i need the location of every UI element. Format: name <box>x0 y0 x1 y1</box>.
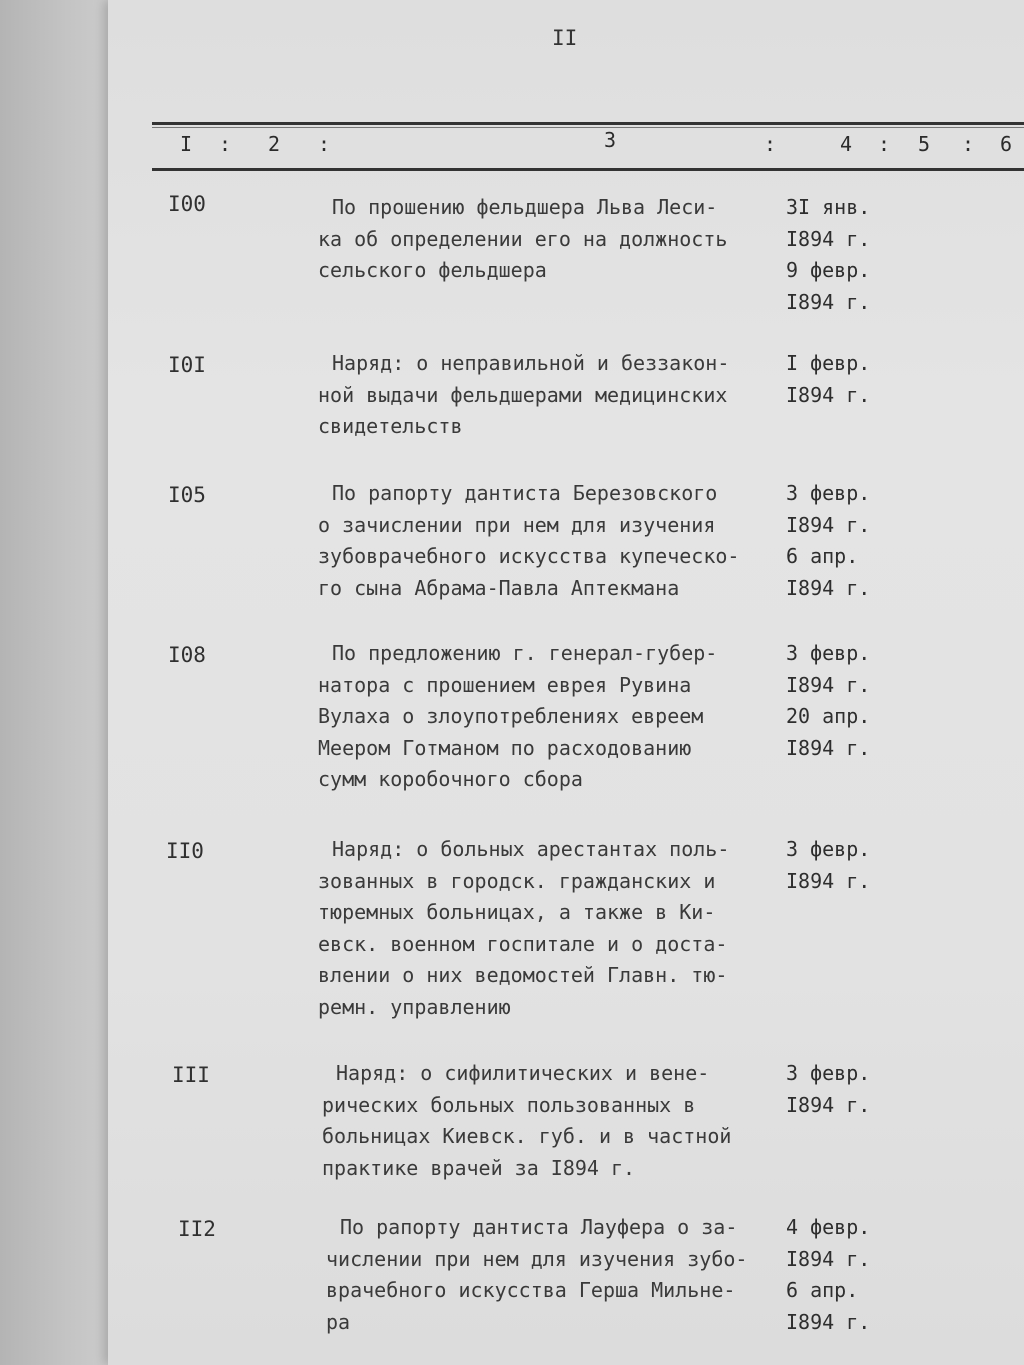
date-line: I894 г. <box>786 382 871 407</box>
description-line: По рапорту дантиста Лауфера о за- <box>340 1215 738 1239</box>
description-line: практике врачей за I894 г. <box>322 1155 636 1180</box>
entry-number: II0 <box>166 839 204 863</box>
description-line: ка об определении его на должность <box>318 226 728 251</box>
entry-number: II2 <box>178 1217 216 1241</box>
date-line: I894 г. <box>786 1246 871 1271</box>
description-line: больницах Киевск. губ. и в частной <box>322 1124 732 1148</box>
entry-dates <box>786 192 896 318</box>
entry-description <box>322 1058 782 1184</box>
header-separator: : <box>962 132 975 156</box>
page-number: II <box>552 26 578 50</box>
entry-dates <box>786 834 896 897</box>
description-line: ра <box>326 1309 351 1334</box>
description-line: го сына Абрама-Павла Аптекмана <box>318 575 680 600</box>
entry-description <box>318 478 778 604</box>
description-line: о зачислении при нем для изучения <box>318 512 716 537</box>
date-line: I894 г. <box>786 868 871 893</box>
entry-description <box>318 192 778 287</box>
header-separator: : <box>318 132 331 156</box>
date-line: 9 февр. <box>786 258 871 282</box>
date-line: I февр. <box>786 351 871 375</box>
description-line: евск. военном госпитале и о доста- <box>318 931 728 956</box>
description-line: По прошению фельдшера Льва Леси- <box>332 195 718 219</box>
date-line: 3I янв. <box>786 195 871 219</box>
description-line: тюремных больницах, а также в Ки- <box>318 900 716 924</box>
description-line: Наряд: о сифилитических и вене- <box>336 1061 710 1085</box>
header-top-rule-thin <box>152 127 1024 128</box>
entry-dates <box>786 638 896 764</box>
description-line: натора с прошением еврея Рувина <box>318 672 692 697</box>
header-col-6: 6 <box>1000 132 1013 156</box>
description-line: ной выдачи фельдшерами медицинских <box>318 382 728 407</box>
header-separator: : <box>764 132 777 156</box>
entry-description <box>318 834 778 1023</box>
description-line: ремн. управлению <box>318 994 511 1019</box>
date-line: 3 февр. <box>786 481 871 505</box>
description-line: Меером Готманом по расходованию <box>318 735 692 760</box>
description-line: числении при нем для изучения зубо- <box>326 1246 748 1271</box>
entry-dates <box>786 1058 896 1121</box>
date-line: 6 апр. <box>786 1278 859 1302</box>
entry-description <box>318 348 778 443</box>
entry-description <box>326 1212 786 1338</box>
header-col-5: 5 <box>918 132 931 156</box>
header-col-1: I <box>180 132 193 156</box>
entry-description <box>318 638 778 796</box>
date-line: I894 г. <box>786 289 871 314</box>
date-line: I894 г. <box>786 226 871 251</box>
description-line: врачебного искусства Герша Мильне- <box>326 1278 736 1302</box>
date-line: I894 г. <box>786 672 871 697</box>
header-col-2: 2 <box>268 132 281 156</box>
description-line: влении о них ведомостей Главн. тю- <box>318 963 728 987</box>
date-line: 3 февр. <box>786 1061 871 1085</box>
header-col-3: 3 <box>604 128 617 152</box>
description-line: рических больных пользованных в <box>322 1092 696 1117</box>
header-top-rule <box>152 122 1024 125</box>
description-line: зубоврачебного искусства купеческо- <box>318 544 740 568</box>
date-line: I894 г. <box>786 512 871 537</box>
entry-number: I05 <box>168 483 206 507</box>
description-line: сельского фельдшера <box>318 258 547 282</box>
header-col-4: 4 <box>840 132 853 156</box>
date-line: I894 г. <box>786 575 871 600</box>
entry-number: I00 <box>168 192 206 216</box>
entry-dates <box>786 478 896 604</box>
description-line: сумм коробочного сбора <box>318 767 583 791</box>
description-line: По предложению г. генерал-губер- <box>332 641 718 665</box>
date-line: 3 февр. <box>786 837 871 861</box>
description-line: Наряд: о больных арестантах поль- <box>332 837 730 861</box>
description-line: Наряд: о неправильной и беззакон- <box>332 351 730 375</box>
date-line: 3 февр. <box>786 641 871 665</box>
header-separator: : <box>878 132 891 156</box>
description-line: зованных в городск. гражданских и <box>318 868 716 893</box>
description-line: свидетельств <box>318 414 463 438</box>
header-separator: : <box>219 132 232 156</box>
date-line: 6 апр. <box>786 544 859 568</box>
entry-dates <box>786 1212 896 1338</box>
header-bottom-rule <box>152 168 1024 171</box>
date-line: 4 февр. <box>786 1215 871 1239</box>
entry-number: I08 <box>168 643 206 667</box>
date-line: I894 г. <box>786 1309 871 1334</box>
date-line: I894 г. <box>786 1092 871 1117</box>
date-line: 20 апр. <box>786 704 871 728</box>
entry-dates <box>786 348 896 411</box>
date-line: I894 г. <box>786 735 871 760</box>
entry-number: III <box>172 1063 210 1087</box>
description-line: По рапорту дантиста Березовского <box>332 481 718 505</box>
entry-number: I0I <box>168 353 206 377</box>
description-line: Вулаха о злоупотреблениях евреем <box>318 704 704 728</box>
